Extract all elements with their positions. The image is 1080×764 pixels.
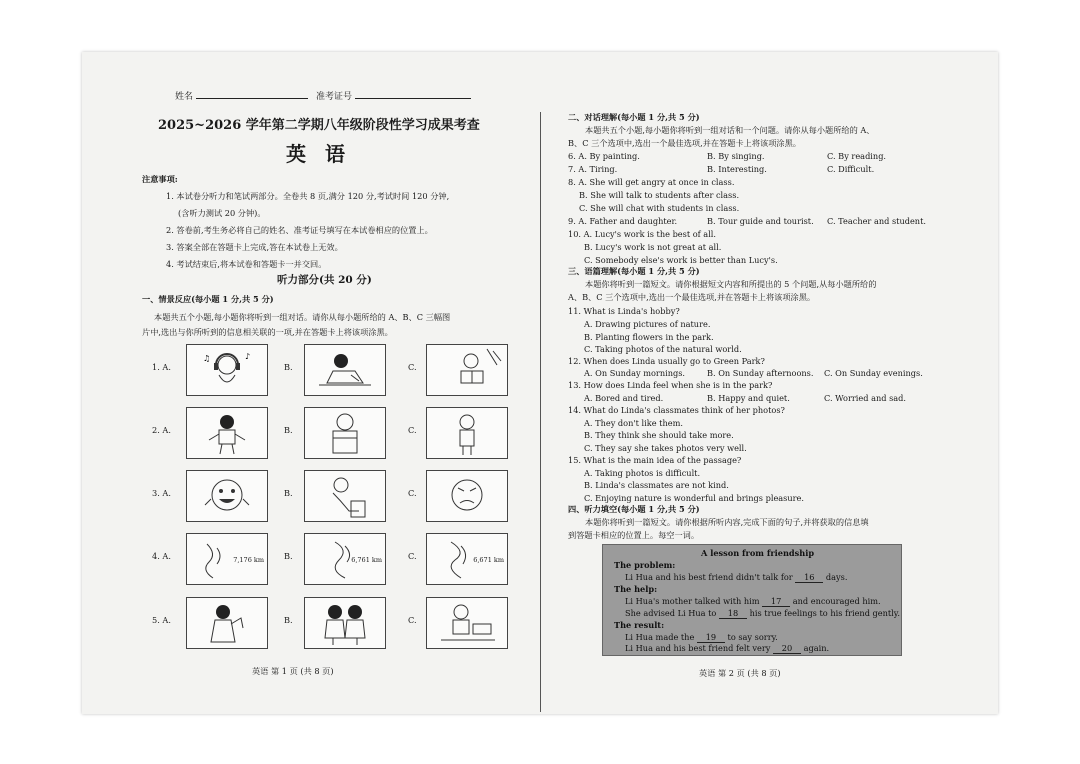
question-4-option-label[interactable]: C. (408, 551, 417, 561)
laughing-face-picture[interactable] (186, 470, 268, 522)
section2-title: 二、对话理解(每小题 1 分,共 5 分) (568, 112, 700, 122)
q13-question: 13. How does Linda feel when she is in the park? (568, 380, 773, 390)
footer-left: 英语 第 1 页 (共 8 页) (252, 666, 334, 676)
q8-option-a[interactable]: 8. A. She will get angry at once in class. (568, 177, 735, 187)
name-label: 姓名 (175, 92, 194, 102)
problem-label: The problem: (614, 560, 676, 570)
question-3-option-label[interactable]: B. (284, 488, 293, 498)
q7-option-c[interactable]: C. Difficult. (827, 164, 875, 174)
q12-option-a[interactable]: A. On Sunday mornings. (584, 368, 686, 378)
notice-item: 1. 本试卷分听力和笔试两部分。全卷共 8 页,满分 120 分,考试时间 120 分钟, (166, 191, 450, 201)
section3-title: 三、语篇理解(每小题 1 分,共 5 分) (568, 266, 700, 276)
table-title: A lesson from friendship (701, 548, 815, 558)
result-line-1 (625, 632, 778, 643)
line-text: and encouraged him. (792, 596, 881, 606)
blank-17[interactable]: 17 (762, 596, 790, 607)
section4-intro: 本题你将听到一篇短文。请你根据所听内容,完成下面的句子,并将获取的信息填 (585, 517, 869, 527)
line-text: Li Hua made the (625, 632, 695, 642)
notice-item: 2. 答卷前,考生务必将自己的姓名、准考证号填写在本试卷相应的位置上。 (166, 225, 433, 235)
exam-sheet (82, 52, 998, 714)
notice-title: 注意事项: (142, 174, 178, 184)
q15-option-c[interactable]: C. Enjoying nature is wonderful and brings pleasure. (584, 493, 805, 503)
q13-option-b[interactable]: B. Happy and quiet. (707, 393, 790, 403)
blank-16[interactable]: 16 (795, 572, 823, 583)
q6-option-c[interactable]: C. By reading. (827, 151, 887, 161)
distance-label: 6,671 km (473, 556, 504, 564)
section2-intro: B、C 三个选项中,选出一个最佳选项,并在答题卡上将该项涂黑。 (568, 138, 801, 148)
question-4-option-label[interactable]: 4. A. (152, 551, 171, 561)
question-2-option-label[interactable]: 2. A. (152, 425, 171, 435)
question-4-option-label[interactable]: B. (284, 551, 293, 561)
river-map-picture[interactable] (186, 533, 268, 585)
q13-option-a[interactable]: A. Bored and tired. (584, 393, 664, 403)
q14-question: 14. What do Linda's classmates think of her photos? (568, 405, 785, 415)
q14-option-b[interactable]: B. They think she should take more. (584, 430, 734, 440)
help-label: The help: (614, 584, 658, 594)
blank-20[interactable]: 20 (773, 643, 801, 654)
help-line-2 (625, 608, 900, 619)
page-divider (540, 112, 541, 712)
ticket-label: 准考证号 (316, 92, 353, 102)
line-text: Li Hua and his best friend felt very (625, 643, 771, 653)
blank-18[interactable]: 18 (719, 608, 747, 619)
q15-question: 15. What is the main idea of the passage? (568, 455, 742, 465)
q14-option-c[interactable]: C. They say she takes photos very well. (584, 443, 747, 453)
headphones-picture[interactable] (186, 344, 268, 396)
q8-option-c[interactable]: C. She will chat with students in class. (579, 203, 740, 213)
question-5-option-label[interactable]: C. (408, 615, 417, 625)
question-2-option-label[interactable]: B. (284, 425, 293, 435)
q11-option-c[interactable]: C. Taking photos of the natural world. (584, 344, 742, 354)
footer-right: 英语 第 2 页 (共 8 页) (699, 668, 781, 678)
distance-label: 7,176 km (233, 556, 264, 564)
q9-option-c[interactable]: C. Teacher and student. (827, 216, 926, 226)
result-line-2 (625, 643, 829, 654)
q14-option-a[interactable]: A. They don't like them. (584, 418, 683, 428)
question-1-option-label[interactable]: 1. A. (152, 362, 171, 372)
blank-19[interactable]: 19 (697, 632, 725, 643)
question-5-option-label[interactable]: B. (284, 615, 293, 625)
section1-intro: 本题共五个小题,每小题你将听到一组对话。请你从每小题所给的 A、B、C 三幅图 (154, 312, 451, 322)
notice-item: (含听力测试 20 分钟)。 (178, 208, 266, 218)
section1-intro: 片中,选出与你所听到的信息相关联的一项,并在答题卡上将该项涂黑。 (142, 327, 393, 337)
result-label: The result: (614, 620, 665, 630)
river-map-picture[interactable] (304, 533, 386, 585)
line-text: again. (803, 643, 830, 653)
question-5-option-label[interactable]: 5. A. (152, 615, 171, 625)
problem-line (625, 572, 847, 583)
svg-text:♫: ♫ (203, 354, 211, 363)
listening-title: 听力部分(共 20 分) (277, 274, 372, 286)
exam-title: 2025~2026 学年第二学期八年级阶段性学习成果考查 (158, 118, 480, 133)
help-line-1 (625, 596, 881, 607)
standing-boy-picture[interactable] (186, 407, 268, 459)
writing-picture[interactable] (304, 344, 386, 396)
line-text: She advised Li Hua to (625, 608, 717, 618)
q10-option-a[interactable]: 10. A. Lucy's work is the best of all. (568, 229, 717, 239)
q7-option-b[interactable]: B. Interesting. (707, 164, 767, 174)
q15-option-b[interactable]: B. Linda's classmates are not kind. (584, 480, 729, 490)
question-3-option-label[interactable]: 3. A. (152, 488, 171, 498)
ticket-number-field[interactable] (316, 92, 471, 103)
two-girls-picture[interactable] (304, 597, 386, 649)
section3-intro: 本题你将听到一篇短文。请你根据短文内容和所提出的 5 个问题,从每小题所给的 (585, 279, 877, 289)
river-map-picture[interactable] (426, 533, 508, 585)
q9-option-a[interactable]: 9. A. Father and daughter. (568, 216, 678, 226)
section3-intro: A、B、C 三个选项中,选出一个最佳选项,并在答题卡上将该项涂黑。 (568, 292, 816, 302)
section2-intro: 本题共五个小题,每小题你将听到一组对话和一个问题。请你从每小题所给的 A、 (585, 125, 875, 135)
crying-girl-picture[interactable] (186, 597, 268, 649)
notice-item: 3. 答案全部在答题卡上完成,答在本试卷上无效。 (166, 242, 343, 252)
q9-option-b[interactable]: B. Tour guide and tourist. (707, 216, 814, 226)
svg-text:♪: ♪ (245, 352, 251, 361)
q13-option-c[interactable]: C. Worried and sad. (824, 393, 907, 403)
studying-girl-picture[interactable] (426, 597, 508, 649)
section1-title: 一、情景反应(每小题 1 分,共 5 分) (142, 294, 274, 304)
q11-question: 11. What is Linda's hobby? (568, 306, 680, 316)
line-text: days. (825, 572, 848, 582)
notice-item: 4. 考试结束后,将本试卷和答题卡一并交回。 (166, 259, 327, 269)
q8-option-b[interactable]: B. She will talk to students after class. (579, 190, 740, 200)
old-man-picture[interactable] (304, 407, 386, 459)
q15-option-a[interactable]: A. Taking photos is difficult. (584, 468, 701, 478)
q12-option-c[interactable]: C. On Sunday evenings. (824, 368, 923, 378)
standing-girl-picture[interactable] (426, 407, 508, 459)
question-1-option-label[interactable]: C. (408, 362, 417, 372)
section4-title: 四、听力填空(每小题 1 分,共 5 分) (568, 504, 700, 514)
question-3-option-label[interactable]: C. (408, 488, 417, 498)
line-text: Li Hua's mother talked with him (625, 596, 760, 606)
question-1-option-label[interactable]: B. (284, 362, 293, 372)
line-text: to say sorry. (727, 632, 778, 642)
q6-option-a[interactable]: 6. A. By painting. (568, 151, 640, 161)
q11-option-b[interactable]: B. Planting flowers in the park. (584, 332, 714, 342)
angry-face-picture[interactable] (426, 470, 508, 522)
q12-option-b[interactable]: B. On Sunday afternoons. (707, 368, 814, 378)
kneeling-man-picture[interactable] (304, 470, 386, 522)
subject-title: 英 语 (286, 142, 351, 166)
distance-label: 6,761 km (351, 556, 382, 564)
section4-intro: 到答题卡相应的位置上。每空一词。 (568, 530, 700, 540)
q11-option-a[interactable]: A. Drawing pictures of nature. (584, 319, 711, 329)
q7-option-a[interactable]: 7. A. Tiring. (568, 164, 618, 174)
q6-option-b[interactable]: B. By singing. (707, 151, 765, 161)
fill-in-table (602, 544, 902, 656)
line-text: Li Hua and his best friend didn't talk for (625, 572, 793, 582)
reading-picture[interactable] (426, 344, 508, 396)
name-field[interactable] (175, 92, 308, 103)
question-2-option-label[interactable]: C. (408, 425, 417, 435)
line-text: his true feelings to his friend gently. (749, 608, 900, 618)
q10-option-c[interactable]: C. Somebody else's work is better than Lucy's. (584, 255, 778, 265)
q12-question: 12. When does Linda usually go to Green Park? (568, 356, 765, 366)
q10-option-b[interactable]: B. Lucy's work is not great at all. (584, 242, 722, 252)
